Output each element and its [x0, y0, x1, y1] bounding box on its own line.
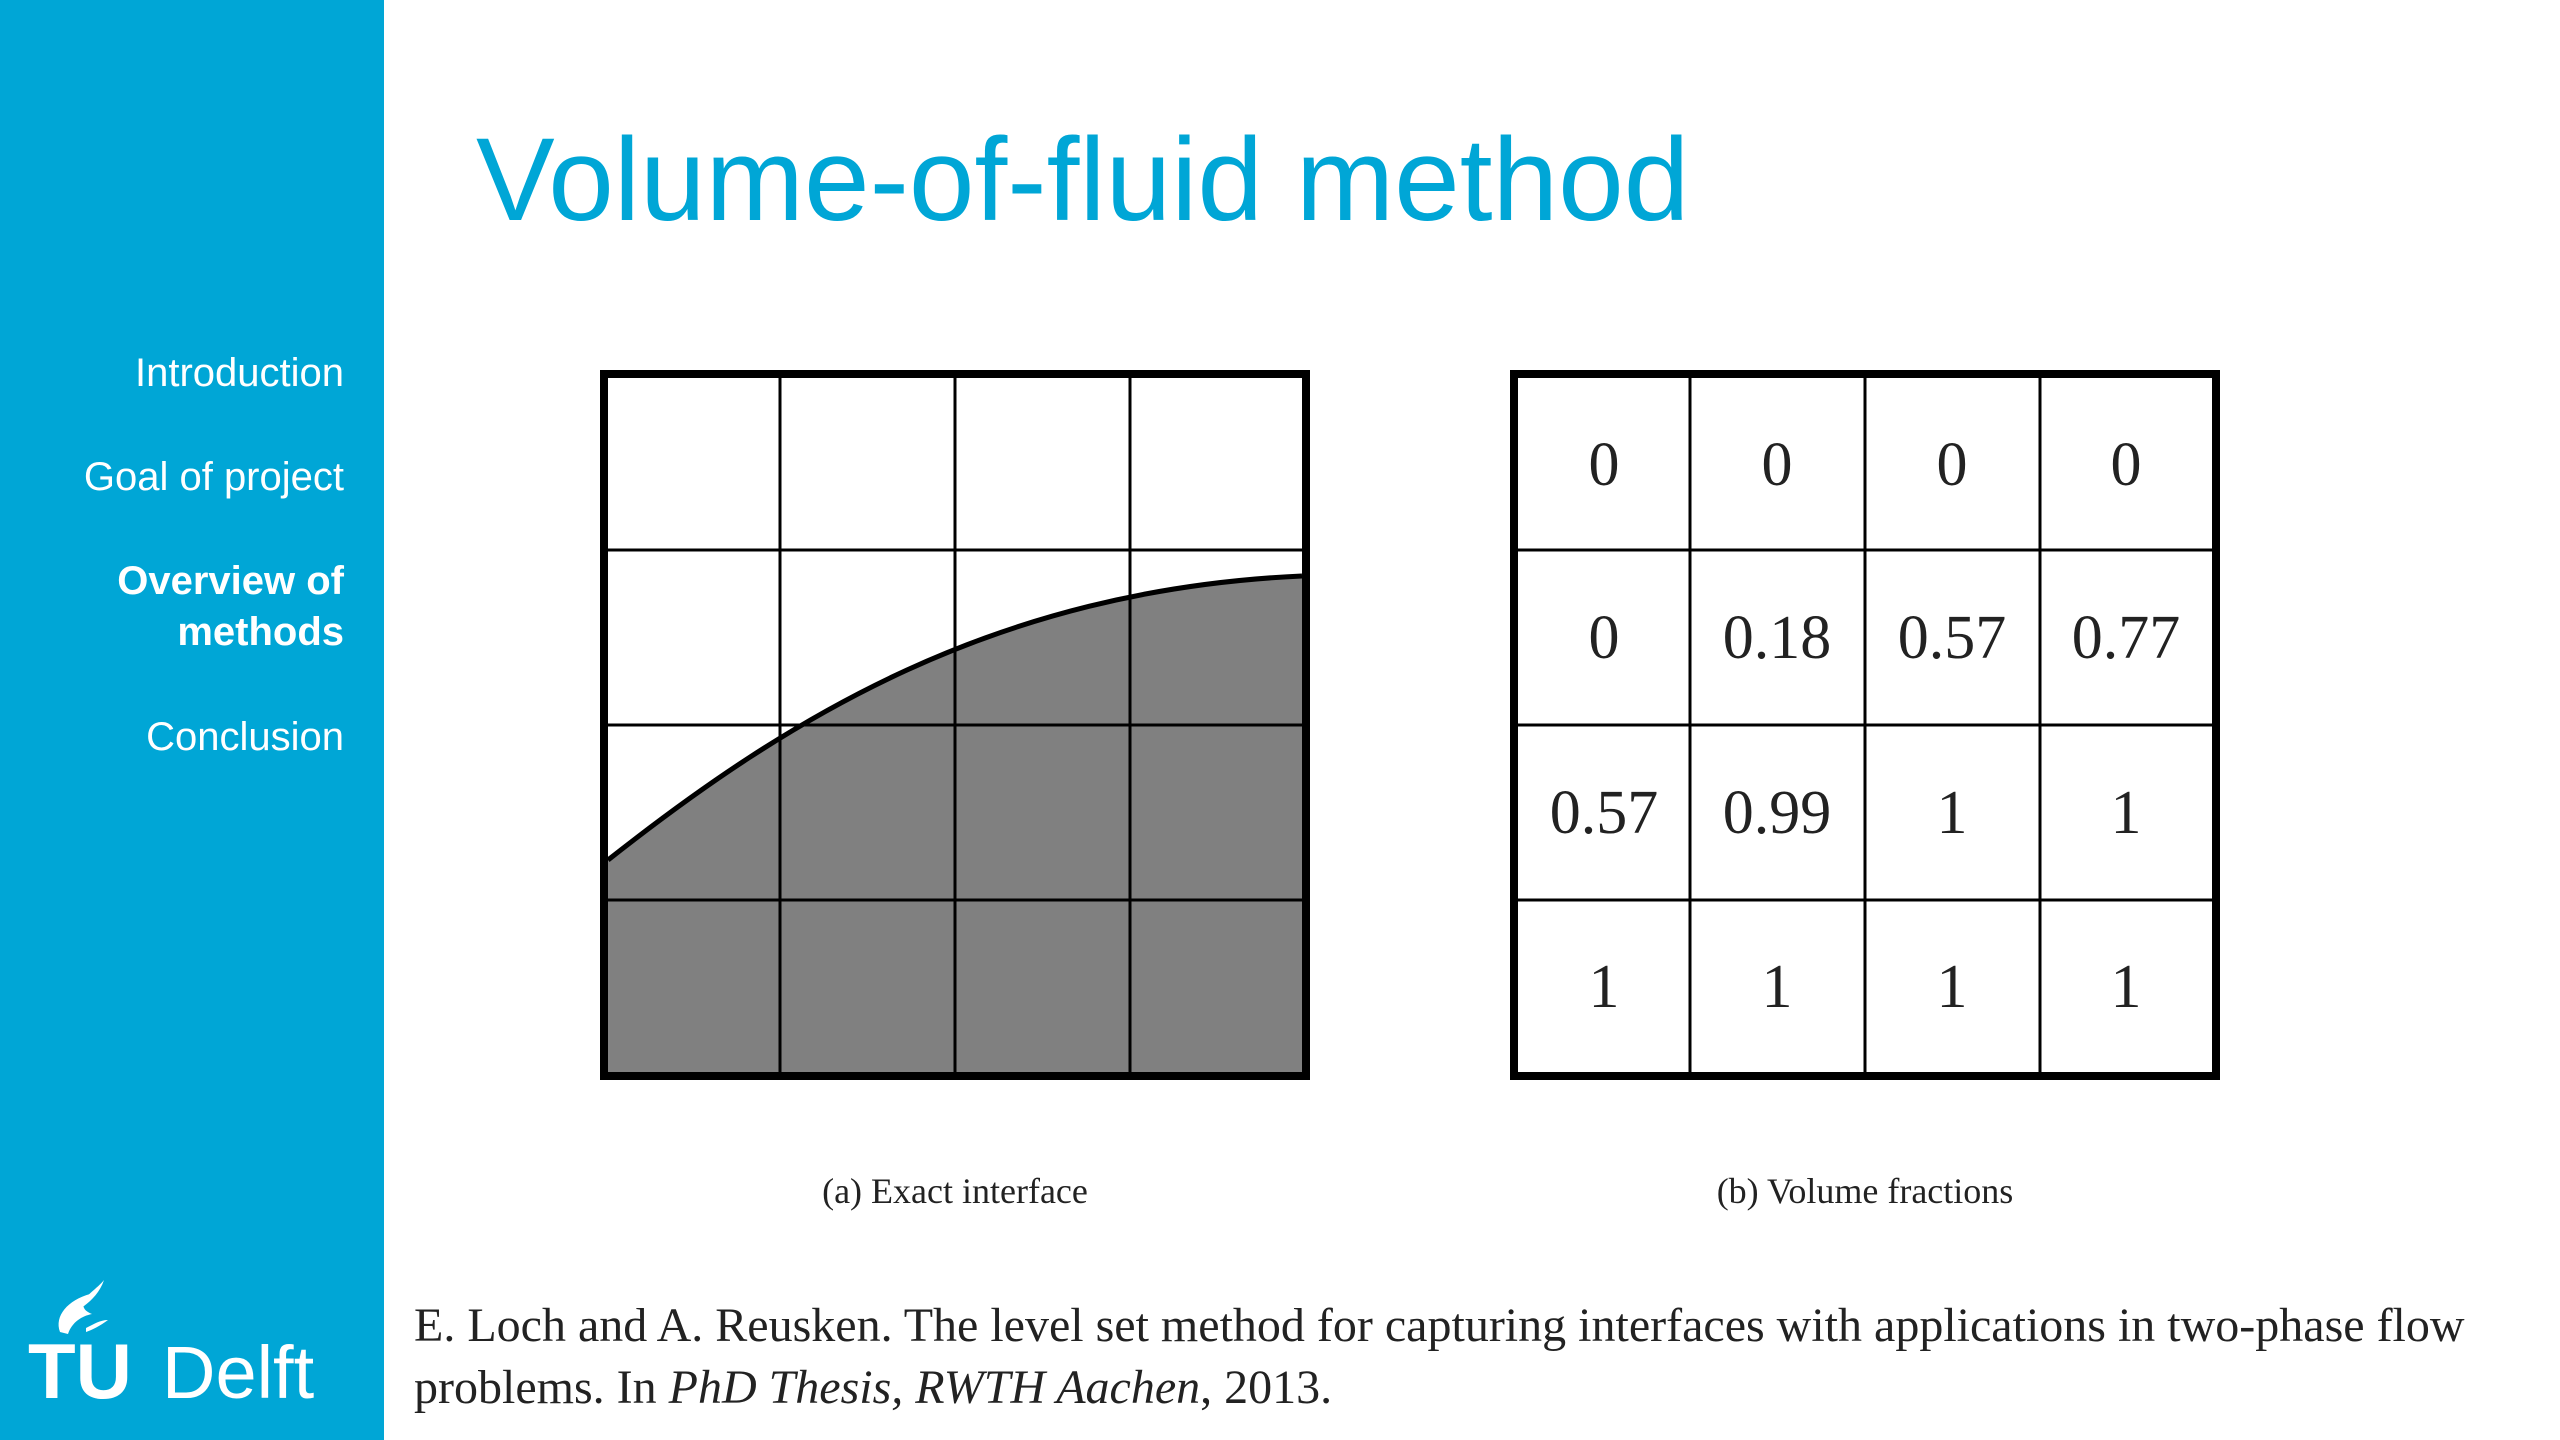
cell-value: 1 [1588, 953, 1620, 1021]
cell-value: 0.57 [1897, 604, 2007, 672]
citation-venue: PhD Thesis, RWTH Aachen [668, 1361, 1201, 1414]
cell-value: 0 [1936, 431, 1968, 499]
cell-value: 1 [1936, 779, 1968, 847]
citation-text: E. Loch and A. Reusken. The level set method for capturing interfaces with applications in two-phase flow problems. In [414, 1299, 2465, 1414]
caption-exact-interface: (a) Exact interface [822, 1171, 1088, 1211]
volume-fractions-figure [1510, 370, 2220, 1080]
flame-icon [59, 1280, 108, 1334]
sidebar-item-label-line1: Overview of [117, 559, 344, 603]
sidebar-item-introduction[interactable]: Introduction [134, 351, 344, 395]
citation [414, 1295, 2534, 1419]
caption-volume-fractions: (b) Volume fractions [1716, 1171, 2014, 1211]
cell-value: 0.77 [2071, 604, 2181, 672]
page-title: Volume-of-fluid method [476, 114, 1690, 246]
citation-year: , 2013. [1200, 1361, 1333, 1414]
sidebar-item-conclusion[interactable]: Conclusion [146, 715, 344, 759]
cell-value: 1 [1936, 953, 1968, 1021]
cell-value: 1 [1761, 953, 1793, 1021]
cell-value: 0.18 [1722, 604, 1832, 672]
cell-value: 0.57 [1549, 779, 1659, 847]
exact-interface-figure [600, 370, 1310, 1080]
sidebar-item-overview-of-methods[interactable] [4, 556, 344, 658]
cell-value: 0.99 [1722, 779, 1832, 847]
sidebar [0, 0, 384, 1440]
cell-value: 0 [2110, 431, 2142, 499]
logo-text-tu: TU [28, 1327, 132, 1410]
tu-delft-logo [28, 1270, 348, 1410]
sidebar-item-goal-of-project[interactable]: Goal of project [83, 455, 344, 499]
cell-value: 1 [2110, 779, 2142, 847]
grid-lines [1518, 378, 2212, 1072]
cell-value: 0 [1588, 604, 1620, 672]
sidebar-item-label-line2: methods [177, 610, 344, 654]
cell-value: 0 [1588, 431, 1620, 499]
cell-value: 1 [2110, 953, 2142, 1021]
cell-value: 0 [1761, 431, 1793, 499]
logo-text-delft: Delft [162, 1331, 315, 1410]
